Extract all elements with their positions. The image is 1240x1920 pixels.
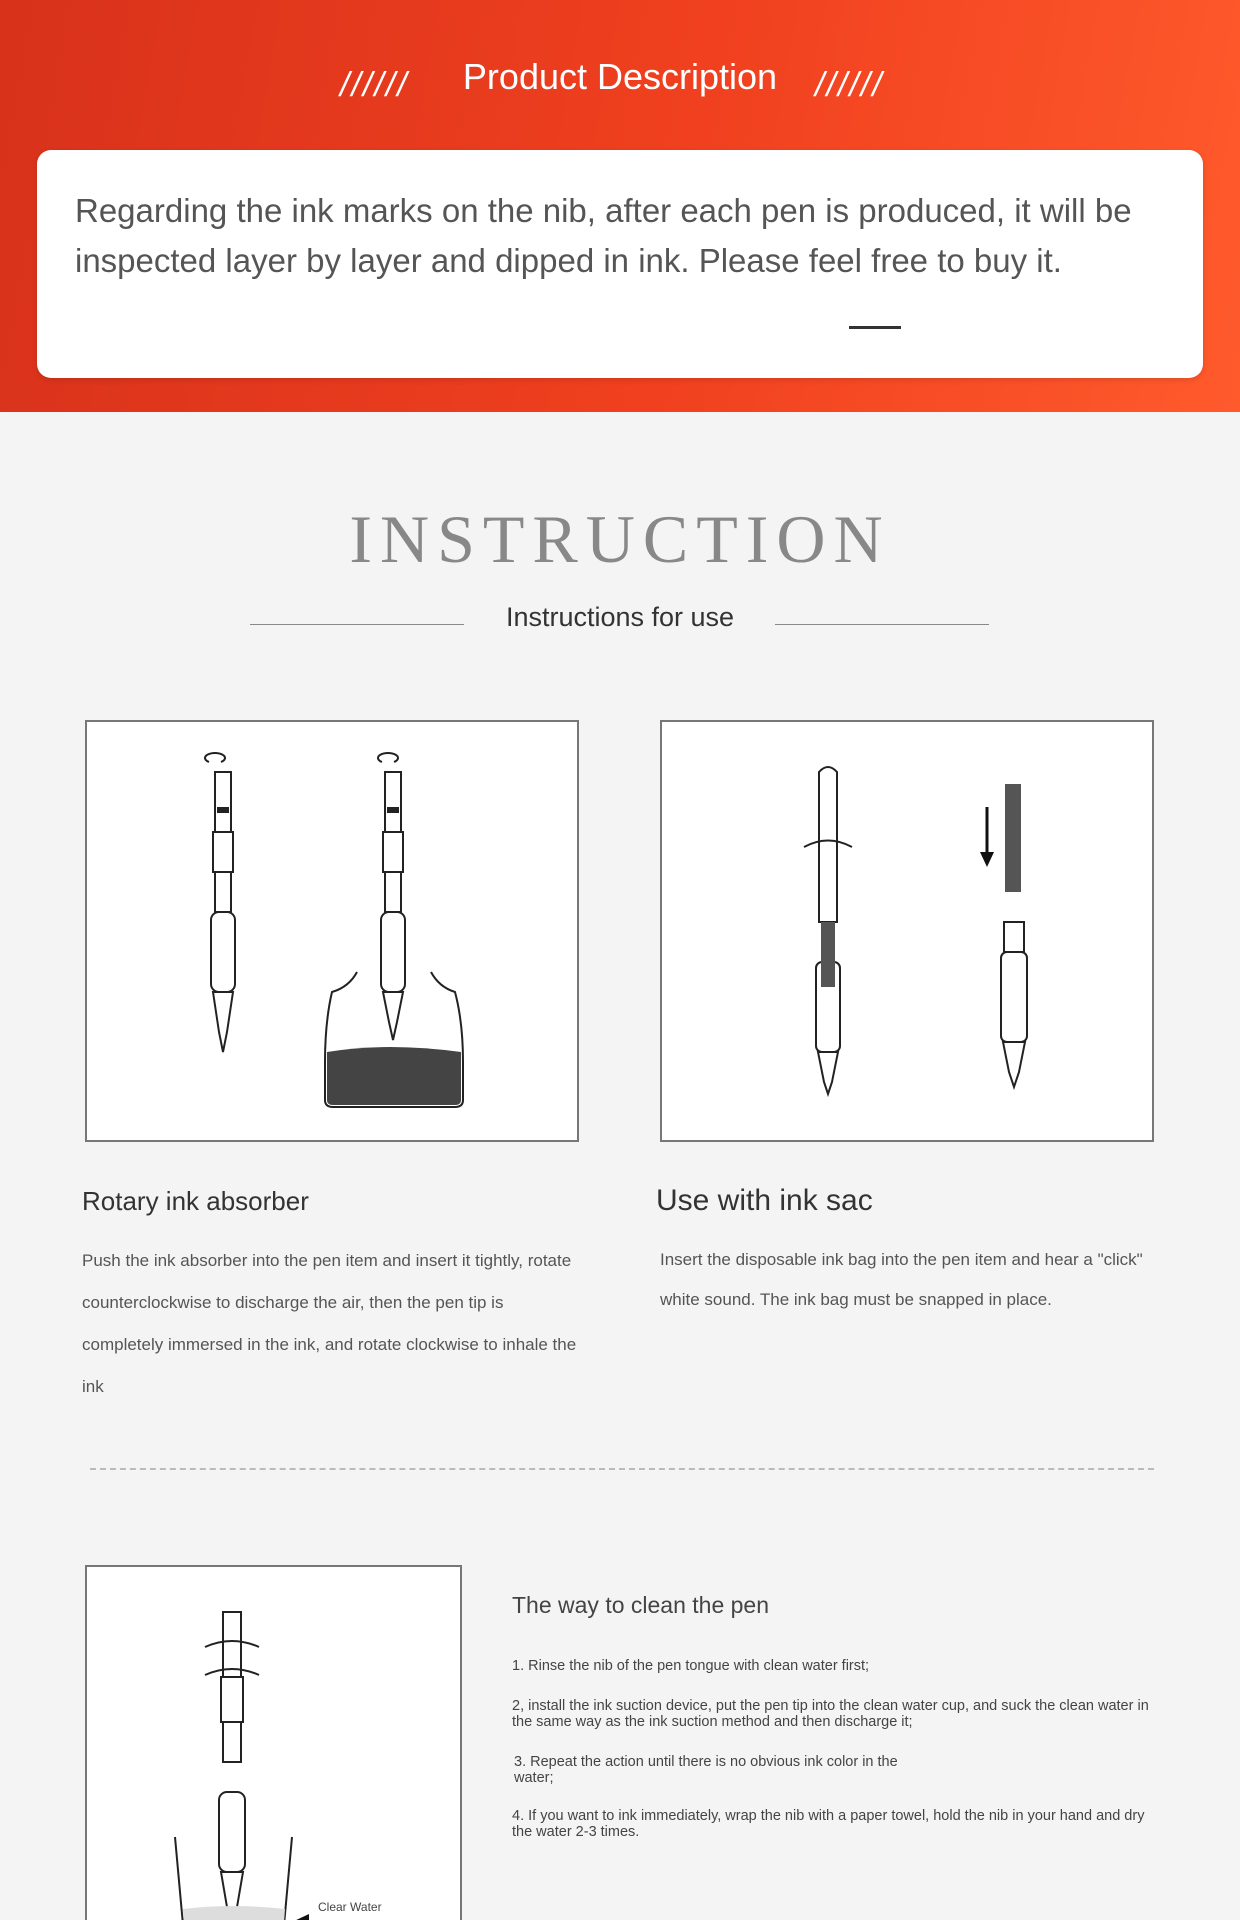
rotate-arrow-icon — [378, 753, 398, 762]
rotate-arrow-icon — [205, 1641, 259, 1647]
description-text: Regarding the ink marks on the nib, after each pen is produced, it will be inspected layer by layer and dipped in ink. Please feel free to buy it. — [75, 192, 1132, 279]
decorative-slashes-right: ////// — [815, 66, 884, 104]
ink-sac-heading: Use with ink sac — [656, 1184, 873, 1217]
clean-title: The way to clean the pen — [512, 1592, 769, 1618]
banner-title: Product Description — [462, 56, 778, 97]
clean-step-2: 2, install the ink suction device, put the pen tip into the clean water cup, and suck the clean water in the same way as the ink suction method and then discharge it; — [512, 1698, 1149, 1730]
clean-step-4: 4. If you want to ink immediately, wrap the nib with a paper towel, hold the nib in your hand and dry the water 2-3 times. — [512, 1808, 1145, 1840]
subtitle-line-right — [775, 624, 989, 625]
rotate-arrow-icon — [804, 841, 852, 848]
clear-water-label: Clear Water — [318, 1900, 382, 1914]
instruction-subtitle: Instructions for use — [505, 602, 735, 632]
rotate-arrow-icon — [205, 1669, 259, 1675]
rotate-arrow-icon — [205, 753, 225, 762]
cleaning-illustration — [85, 1565, 462, 1920]
rotary-absorber-illustration — [85, 720, 579, 1142]
decorative-slashes-left: ////// — [340, 66, 409, 104]
rotary-text: Push the ink absorber into the pen item and insert it tightly, rotate counterclockwise to discharge the air, then the pen tip is completely immersed in the ink, and rotate clockwise to inhale the ink — [82, 1251, 577, 1396]
rotary-heading: Rotary ink absorber — [82, 1186, 309, 1216]
rotary-pen-drawing — [87, 722, 581, 1144]
clean-step-3: 3. Repeat the action until there is no obvious ink color in the water; — [514, 1754, 898, 1786]
ink-sac-pen-drawing — [662, 722, 1156, 1144]
ink-sac-text: Insert the disposable ink bag into the pen item and hear a "click" white sound. The ink bag must be snapped in place. — [660, 1250, 1143, 1309]
down-arrow-icon — [980, 807, 994, 867]
description-divider — [849, 326, 901, 329]
instruction-subtitle-row — [0, 598, 1240, 638]
left-arrow-icon — [292, 1914, 309, 1920]
clean-step-1: 1. Rinse the nib of the pen tongue with clean water first; — [512, 1658, 870, 1674]
section-divider — [90, 1468, 1154, 1470]
instruction-title: INSTRUCTION — [349, 501, 891, 577]
ink-sac-illustration — [660, 720, 1154, 1142]
cleaning-pen-drawing — [87, 1567, 464, 1920]
description-card — [37, 150, 1203, 378]
product-description-banner — [0, 0, 1240, 412]
